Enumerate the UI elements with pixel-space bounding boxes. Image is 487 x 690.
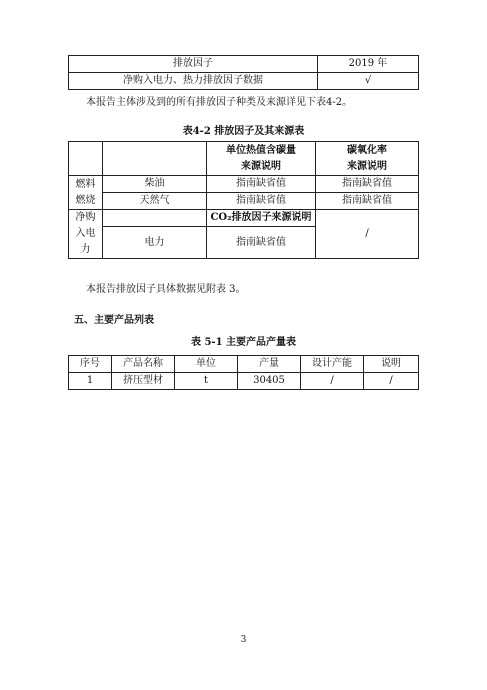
- t42-natural-gas: 天然气: [103, 193, 207, 210]
- t51-header-output: 产量: [238, 356, 301, 373]
- t51-header-unit: 单位: [175, 356, 238, 373]
- t42-slash: /: [316, 210, 419, 259]
- t42-gas-carbon-source: 指南缺省值: [207, 193, 316, 210]
- cell-emission-factor-header: 排放因子: [69, 56, 318, 73]
- t51-row-output: 30405: [238, 373, 301, 390]
- page-number: 3: [240, 635, 247, 645]
- t42-gas-oxidation-source: 指南缺省值: [316, 193, 419, 210]
- t51-header-product-name: 产品名称: [112, 356, 175, 373]
- cell-purchased-power-factor: 净购入电力、热力排放因子数据: [69, 73, 318, 90]
- t51-row-product-name: 挤压型材: [112, 373, 175, 390]
- t51-row-unit: t: [175, 373, 238, 390]
- t42-co2-empty: [103, 210, 207, 227]
- t42-diesel: 柴油: [103, 176, 207, 193]
- paragraph-factor-data-reference: 本报告排放因子具体数据见附表 3。: [86, 284, 246, 295]
- t42-purchase-line3: 力: [80, 244, 91, 255]
- cell-year-header: 2019 年: [318, 56, 419, 73]
- t42-fuel-combustion-group: [69, 176, 103, 210]
- t42-header-empty-1: [69, 142, 103, 176]
- main-product-output-table: [68, 355, 419, 390]
- t42-header-oxidation-rate-line2: 来源说明: [347, 160, 387, 172]
- t42-fuel-line1: 燃料: [75, 178, 96, 190]
- t51-header-design-capacity: 设计产能: [301, 356, 364, 373]
- t42-purchased-power-group: [69, 210, 103, 259]
- section-5-heading: 五、主要产品列表: [74, 315, 154, 326]
- t42-header-carbon-content-line1: 单位热值含碳量: [226, 144, 296, 156]
- t51-header-remark: 说明: [364, 356, 419, 373]
- t42-co2-factor-header: CO₂排放因子来源说明: [207, 210, 316, 227]
- t42-header-oxidation-rate: [316, 142, 419, 176]
- t42-header-oxidation-rate-line1: 碳氧化率: [347, 144, 387, 156]
- t51-row-seq: 1: [69, 373, 112, 390]
- t42-purchase-line1: 净购: [75, 212, 96, 223]
- t42-header-carbon-content-line2: 来源说明: [241, 160, 281, 172]
- emission-factor-source-table: [68, 141, 419, 259]
- t42-fuel-line2: 燃烧: [75, 194, 96, 206]
- paragraph-factor-types: 本报告主体涉及到的所有排放因子种类及来源详见下表4-2。: [86, 97, 353, 108]
- table-4-2-caption: 表4-2 排放因子及其来源表: [182, 126, 305, 137]
- t42-header-carbon-content: [207, 142, 316, 176]
- t51-header-seq: 序号: [69, 356, 112, 373]
- emission-factor-year-table: [68, 55, 419, 90]
- t42-electricity-source: 指南缺省值: [207, 227, 316, 259]
- cell-check-mark: √: [318, 73, 419, 90]
- t51-row-design-capacity: /: [301, 373, 364, 390]
- t42-diesel-oxidation-source: 指南缺省值: [316, 176, 419, 193]
- t42-header-empty-2: [103, 142, 207, 176]
- table-5-1-caption: 表 5-1 主要产品产量表: [190, 337, 297, 348]
- t42-electricity: 电力: [103, 227, 207, 259]
- t42-purchase-line2: 入电: [75, 228, 96, 239]
- t51-row-remark: /: [364, 373, 419, 390]
- t42-diesel-carbon-source: 指南缺省值: [207, 176, 316, 193]
